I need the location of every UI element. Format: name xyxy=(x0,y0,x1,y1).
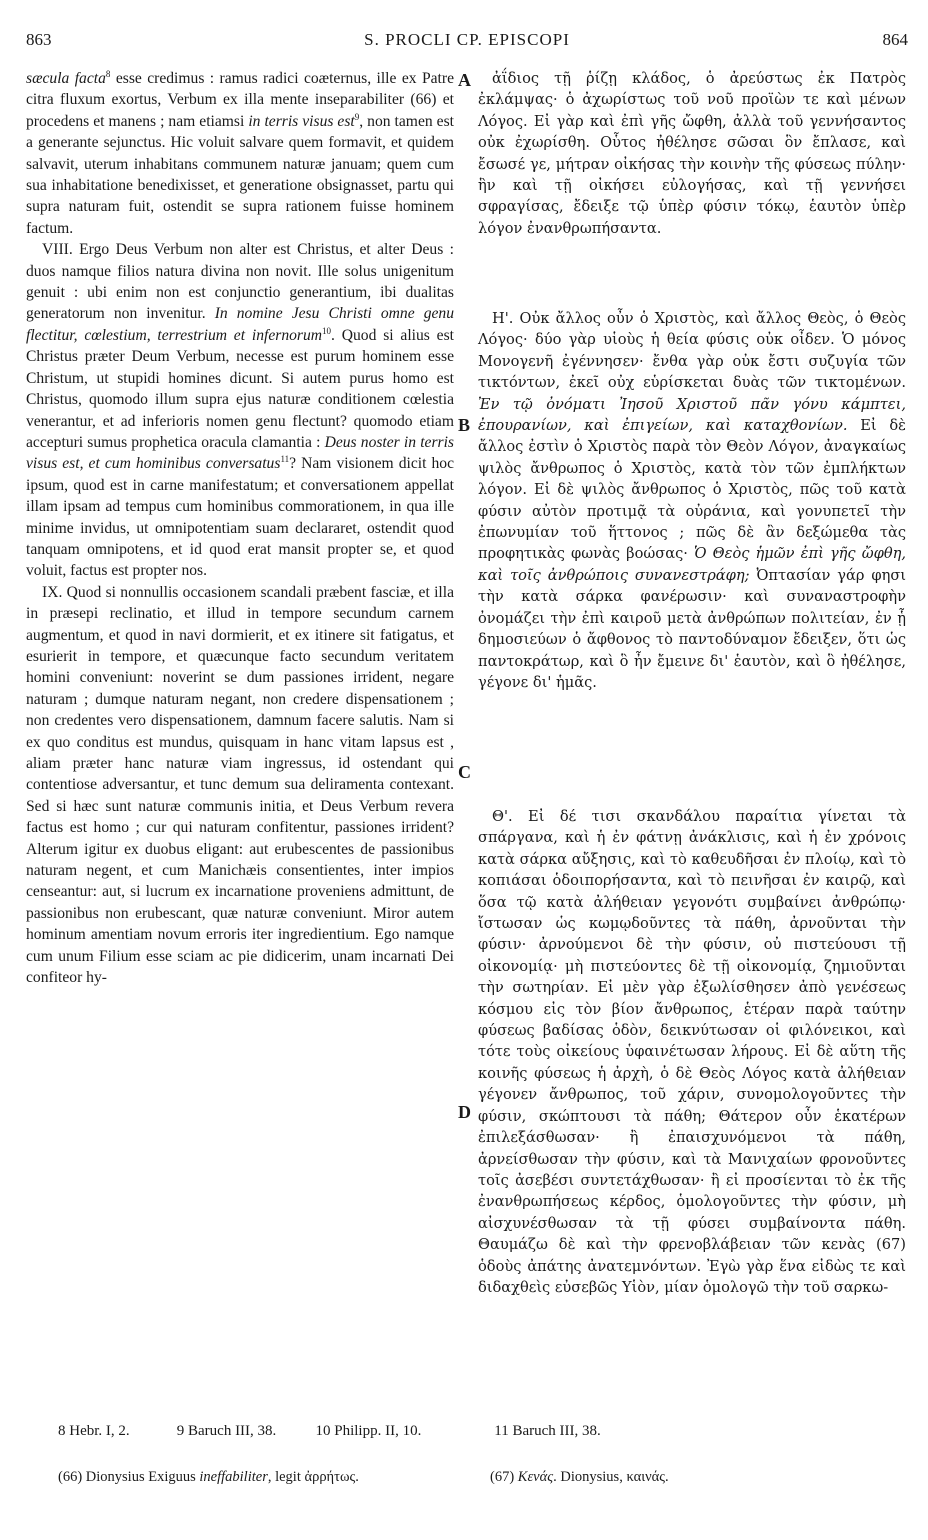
greek-text: ἀΐδιος τῇ ῥίζῃ κλάδος, ὁ ἀρεύστως ἐκ Πατρὸς ἐκλάμψας· ὁ ἀχωρίστως τοῦ νοῦ προϊὼν τε καὶ μένων Λόγος. Εἰ γὰρ καὶ ἐπὶ γῆς ὤφθη, ἀλλὰ τοῦ γεννήσαντος οὐκ ἐχωρίσθη. Οὗτος ἠθέλησε σῶσαι ὃν ἔπλασε, καὶ ἔσωσέ γε, μήτραν οἰκήσας τὴν κοινὴν τῆς φύσεως πύλην· ἣν καὶ τῇ οἰκήσει εὐλογήσας, καὶ τῇ γεννήσει σφραγίσας, ἔδειξε τῷ ὑπὲρ φύσιν τόκῳ, ἑαυτὸν ὑπὲρ λόγον ἐνανθρωπήσαντα. xyxy=(478,70,906,237)
greek-scripture-italic: Ὁ Θεὸς ἡμῶν ἐπὶ γῆς ὤφθη, καὶ τοῖς ἀνθρώποις συνανεστράφη; xyxy=(478,545,906,584)
latin-section-viii xyxy=(26,239,454,582)
latin-scripture-italic: In nomine Jesu Christi omne genu flectitur, cœlestium, terrestrium et infernorum xyxy=(26,305,454,344)
footnote-ref: 9 xyxy=(354,111,360,122)
page-number-left: 863 xyxy=(26,30,52,49)
latin-text: , non tamen est a generante sejunctus. Hic voluit salvare quem formavit, et quidem salvavit, uterum inhabitans communem naturæ januam; quem cum sua inhabitatione benedixisset, et generatione obsignasset, partu qui supra naturam fuit, ostendit se supra rationem fuisse hominem factum. xyxy=(26,112,454,237)
margin-marker-d: D xyxy=(458,1102,471,1122)
footnote-8: 8 Hebr. I, 2. xyxy=(58,1423,130,1439)
scripture-footnotes xyxy=(58,1423,601,1440)
latin-scripture-italic: in terris visus est xyxy=(248,112,355,130)
latin-text: esse credimus : ramus radici coæternus, ille ex Patre citra fluxum exortus, Verbum ex illa mente inseparabiliter (66) et procedens et manens ; nam etiamsi xyxy=(26,70,455,130)
latin-text: ? Nam visionem dicit hoc ipsum, quod est in carne manifestatum; et conversationem appellat illam ipsam ad tempus cum hominibus commorationem, in qua ille minime invidus, ut omnipotentiam suam declararet, ostendit quod tanquam omnipotens, et id quod erat mansit propter se, et quod voluit, factus est propter nos. xyxy=(26,455,455,580)
note-text: , legit ἀρρήτως. xyxy=(267,1469,359,1485)
margin-marker-c: C xyxy=(458,762,471,782)
latin-text: VIII. Ergo Deus Verbum non alter est Christus, et alter Deus : duos namque filios natura divina non novit. Ille solus unigenitum genuit : ubi enim non est conjunctio generantium, ibi dualitas generatorum non invenitur. xyxy=(26,241,454,323)
footnote-11: 11 Baruch III, 38. xyxy=(494,1423,601,1439)
greek-paragraph xyxy=(478,308,906,693)
greek-section-ix xyxy=(478,806,906,1298)
editorial-note-67 xyxy=(490,1467,890,1487)
note-italic: ineffabiliter xyxy=(199,1469,268,1485)
latin-scripture-italic: Deus noster in terris visus est, et cum hominibus conversatus xyxy=(26,433,454,473)
greek-text: Θ'. Εἰ δέ τισι σκανδάλου παραίτια γίνεται τὰ σπάργανα, καὶ ἡ ἐν φάτνῃ ἀνάκλισις, καὶ ἡ ἐν χρόνοις κατὰ σάρκα αὔξησις, καὶ τὸ καθευδῆσαι ἐν πλοίῳ, καὶ τὸ κοπιάσαι ὁδοιπορήσαντα, καὶ τὸ πεινῆσαι ἐν καιρῷ, καὶ ὅσα τῷ κατὰ ἀλήθειαν γεγονότι συμβαίνει ἀνθρώπῳ· ἴστωσαν ὡς κωμῳδοῦντες τὰ πάθη, ἀρνοῦνται τὴν φύσιν· ἀρνούμενοι δὲ τὴν φύσιν, οὐ πιστεύουσι τῇ οἰκονομίᾳ· μὴ πιστεύοντες δὲ τῇ οἰκονομίᾳ, ζημιοῦνται τὴν σωτηρίαν. Εἰ μὲν γὰρ ἐξωλίσθησεν ἀπὸ γενέσεως κόσμου εἰς τὸν βίον ἄνθρωπος, ἑτέραν παρὰ ταύτην φύσεως βαδίσας ὁδὸν, δεικνύτωσαν οἱ φιλόνεικοι, καὶ τότε τοὺς οἰκείους ὑφαινέτωσαν λήρους. Εἰ δὲ αὕτη τῆς κοινῆς φύσεως ἡ ἀρχὴ, ὁ δὲ Θεὸς Λόγος κατὰ ἀλήθειαν γέγονεν ἄνθρωπος, τοῦ χάριν, συνομολογοῦντες τὴν φύσιν, σκώπτουσι τὰ πάθη; Θάτερον οὖν ἑκατέρων ἐπιλεξάσθωσαν· ἢ ἐπαισχυνόμενοι τὰ πάθη, ἀρνείσθωσαν τὴν φύσιν, καὶ τὰ Μανιχαίων φρονοῦντες τοῖς ἀσεβέσι συντετάχθωσαν· ἢ εἰ προσίενται τὸ ἐκ τῆς ἐνανθρωπήσεως κέρδος, ὁμολογοῦντες τὴν φύσιν, μὴ αἰσχυνέσθωσαν τὰ τῇ φύσει συμβαίνοντα πάθη. Θαυμάζω δὲ καὶ τὴν φρενοβλάβειαν τῶν κενὰς (67) ὁδοὺς ἀπάτης ἀνατεμνόντων. Ἐγὼ γὰρ ἕνα εἰδὼς τε καὶ διδαχθεὶς εὐσεβῶς Υἱὸν, μίαν ὁμολογῶ τὴν τοῦ σαρκω- xyxy=(478,808,906,1296)
latin-text: . Quod si alius est Christus præter Deum Verbum, necesse est purum hominem esse Christum, ut stupidi homines dicunt. Si autem purus homo est Christus, quomodo illum supra ejus naturæ conditionem cœlestia venerantur, et ad inferioris nomen genu flectunt? quomodo etiam accepturi sumus prophetica oracula clamantia : xyxy=(26,326,454,451)
footnote-ref: 10 xyxy=(322,325,332,336)
editorial-note-66 xyxy=(58,1467,468,1487)
greek-scripture-italic: Ἐν τῷ ὀνόματι Ἰησοῦ Χριστοῦ πᾶν γόνυ κάμπτει, ἐπουρανίων, καὶ ἐπιγείων, καὶ καταχθονίων. xyxy=(478,395,906,435)
footnote-10: 10 Philipp. II, 10. xyxy=(315,1423,422,1439)
note-text: . Dionysius, καινάς. xyxy=(553,1469,669,1485)
footnote-ref: 11 xyxy=(280,454,290,465)
latin-scripture-italic: sæcula facta xyxy=(26,70,106,87)
greek-section-viii xyxy=(478,308,906,693)
margin-marker-a: A xyxy=(458,70,471,90)
margin-marker-b: B xyxy=(458,415,471,435)
latin-section-ix: IX. Quod si nonnullis occasionem scandali præbent fasciæ, et illa in præsepi reclinatio, et illud in tempore secundum carnem augmentum, et quod in navi dormierit, et ex itinere sit fatigatus, et esurierit in tempore, et quæcunque facto secundum veritatem homini conveniunt: noverint se dum passiones irrident, negare naturam ; dumque naturam negant, non credere dispensationem ; non credentes vero dispensationem, damnum facere salutis. Nam si ex quo conditus est mundus, quisquam in hanc vitam lapsus est , aliam præter hanc naturæ viam ingressus, id ostendant qui contentiose adversantur, et tunc demum sua deliramenta contexant. Sed si hæc sunt naturæ communis initia, et Deus Verbum revera factus est homo ; cur qui naturam confitentur, passiones irrident? Alterum igitur ex duobus eligant: aut erubescentes de passionibus naturam negent, et cum Manichæis consentientes, inter impios censeantur: aut, si lucrum ex incarnatione proveniens admittunt, de passionibus non erubescant, quæ naturæ conveniunt. Miror autem hominum amentiam novum erroris iter ingredientium. Ego namque cum unum Filium esse sciam ac pie didicerim, unam incarnati Dei confiteor hy- xyxy=(26,583,454,987)
note-italic: Κενάς xyxy=(517,1469,554,1485)
greek-paragraph-1 xyxy=(478,68,906,239)
note-text: (66) Dionysius Exiguus xyxy=(58,1469,200,1485)
latin-column xyxy=(26,68,454,1408)
page-number-right: 864 xyxy=(882,30,908,49)
page-header xyxy=(26,30,908,60)
note-text: (67) xyxy=(490,1469,518,1485)
latin-paragraph-1 xyxy=(26,68,454,239)
running-title: S. PROCLI CP. EPISCOPI xyxy=(364,30,570,49)
greek-text: Ὀπτασίαν γάρ φησι τὴν κατὰ σάρκα φανέρωσιν· καὶ συναναστροφὴν ὀνομάζει τὴν ἐπὶ καιροῦ μετὰ ἀνθρώπων πολιτείαν, ἐν ᾗ δημοσιεύων ὁ ἄφθονος τὸ παντοδύναμον ἔδειξεν, ὅτι ὡς παντοκράτωρ, καὶ ὃ ἦν ἔμεινε δι' ἑαυτὸν, καὶ ὃ ἠθέλησε, γέγονε δι' ἡμᾶς. xyxy=(478,566,906,691)
footnote-ref: 8 xyxy=(105,68,111,79)
greek-text: Η'. Οὐκ ἄλλος οὖν ὁ Χριστὸς, καὶ ἄλλος Θεὸς, ὁ Θεὸς Λόγος· δύο γὰρ υἱοὺς ἡ θεία φύσις οὐκ οἶδεν. Ὁ μόνος Μονογενῆ ἐγέννησεν· ἔνθα γὰρ οὐκ ἔστι συζυγία τῶν τικτόντων, ἐκεῖ οὐχ εὑρίσκεται δυὰς τῶν τικτομένων. xyxy=(478,310,906,392)
greek-text: Εἰ δὲ ἄλλος ἐστὶν ὁ Χριστὸς παρὰ τὸν Θεὸν Λόγον, ἀναγκαίως ψιλὸς ἄνθρωπος ὁ Χριστὸς, κατὰ τὸν τῶν ἐμπλήκτων λόγον. Εἰ δὲ ψιλὸς ἄνθρωπος ὁ Χριστὸς, πῶς τοῦ κατὰ φύσιν αὐτὸν προτιμᾷ τὰ οὐράνια, καὶ γονυπετεῖ τὴν ἐπωνυμίαν τοῦ ἥττονος ; πῶς δὲ ἂν δεξώμεθα τὰς προφητικὰς φωνὰς βοώσας· xyxy=(478,417,906,563)
footnote-9: 9 Baruch III, 38. xyxy=(176,1423,277,1439)
